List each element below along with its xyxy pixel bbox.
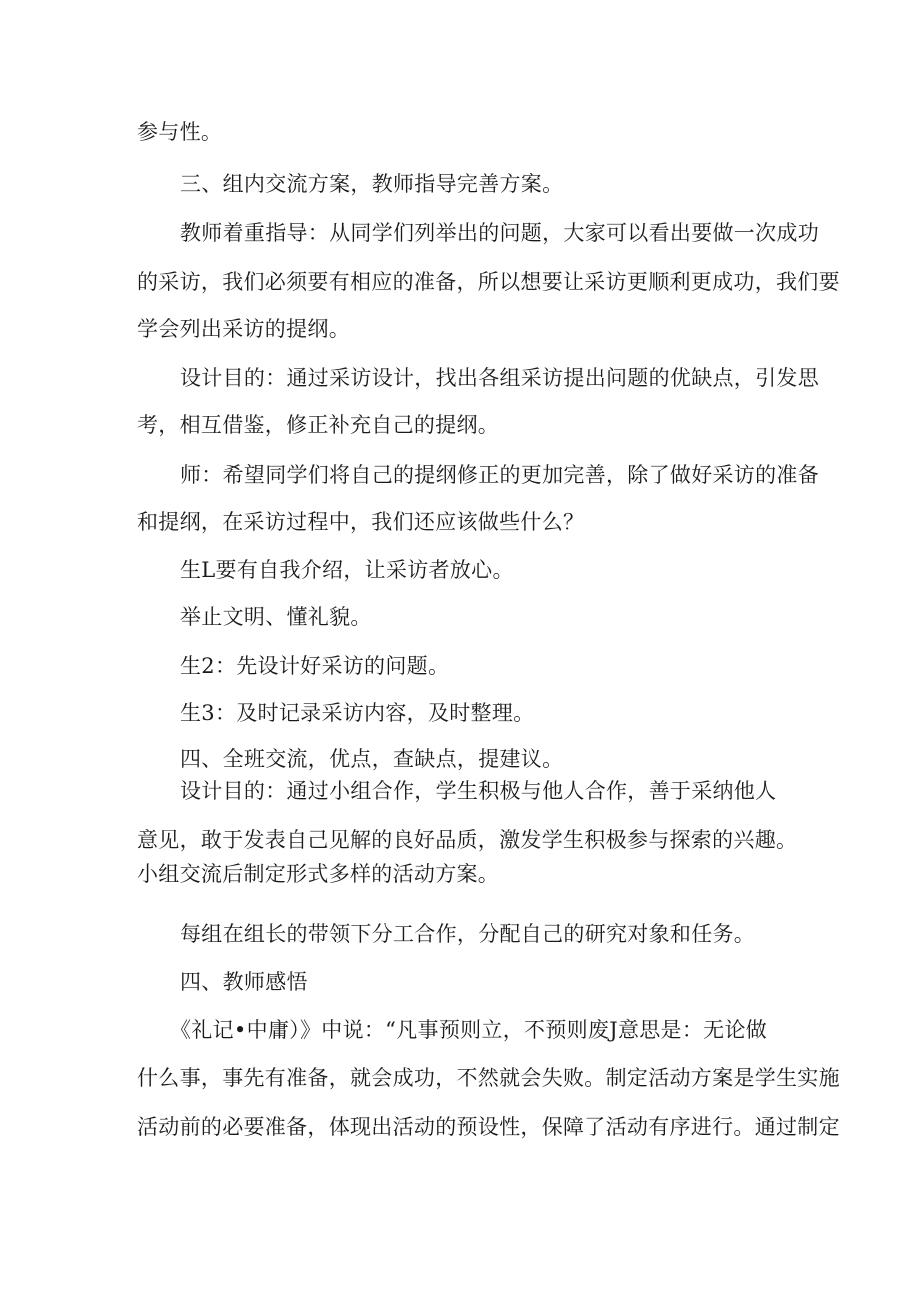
text-line: 的采访，我们必须要有相应的准备，所以想要让采访更顺利更成功，我们要 [137, 270, 840, 294]
text-line: 每组在组长的带领下分工合作，分配自己的研究对象和任务。 [180, 922, 756, 946]
section-heading: 四、全班交流，优点，查缺点，提建议。 [180, 747, 564, 771]
text-line: 学会列出采访的提纲。 [137, 317, 350, 341]
text-line: 考，相互借鉴，修正补充自己的提纲。 [137, 413, 500, 437]
text-line: 举止文明、懂礼貌。 [180, 605, 372, 629]
text-line: 生L要有自我介绍，让采访者放心。 [180, 558, 514, 582]
text-line: 小组交流后制定形式多样的活动方案。 [137, 862, 500, 886]
text-line: 《礼记•中庸）》中说：“凡事预则立，不预则废J意思是：无论做 [170, 1018, 768, 1042]
text-line: 生2：先设计好采访的问题。 [180, 654, 450, 678]
text-line: 教师着重指导：从同学们列举出的问题，大家可以看出要做一次成功 [180, 221, 819, 245]
text-line: 意见，敢于发表自己见解的良好品质，激发学生积极参与探索的兴趣。 [137, 828, 798, 852]
text-line: 设计目的：通过小组合作，学生积极与他人合作，善于采纳他人 [180, 779, 777, 803]
text-line: 什么事，事先有准备，就会成功，不然就会失败。制定活动方案是学生实施 [137, 1066, 840, 1090]
text-line: 师：希望同学们将自己的提纲修正的更加完善，除了做好采访的准备 [180, 463, 819, 487]
text-line: 生3：及时记录采访内容，及时整理。 [180, 701, 535, 725]
text-line: 和提纲，在采访过程中，我们还应该做些什么？ [137, 510, 585, 534]
section-heading: 四、教师感悟 [180, 970, 308, 994]
section-heading: 三、组内交流方案，教师指导完善方案。 [180, 172, 564, 196]
text-line: 参与性。 [137, 120, 223, 144]
text-line: 设计目的：通过采访设计，找出各组采访提出问题的优缺点，引发思 [180, 366, 819, 390]
text-line: 活动前的必要准备，体现出活动的预设性，保障了活动有序进行。通过制定 [137, 1115, 840, 1139]
